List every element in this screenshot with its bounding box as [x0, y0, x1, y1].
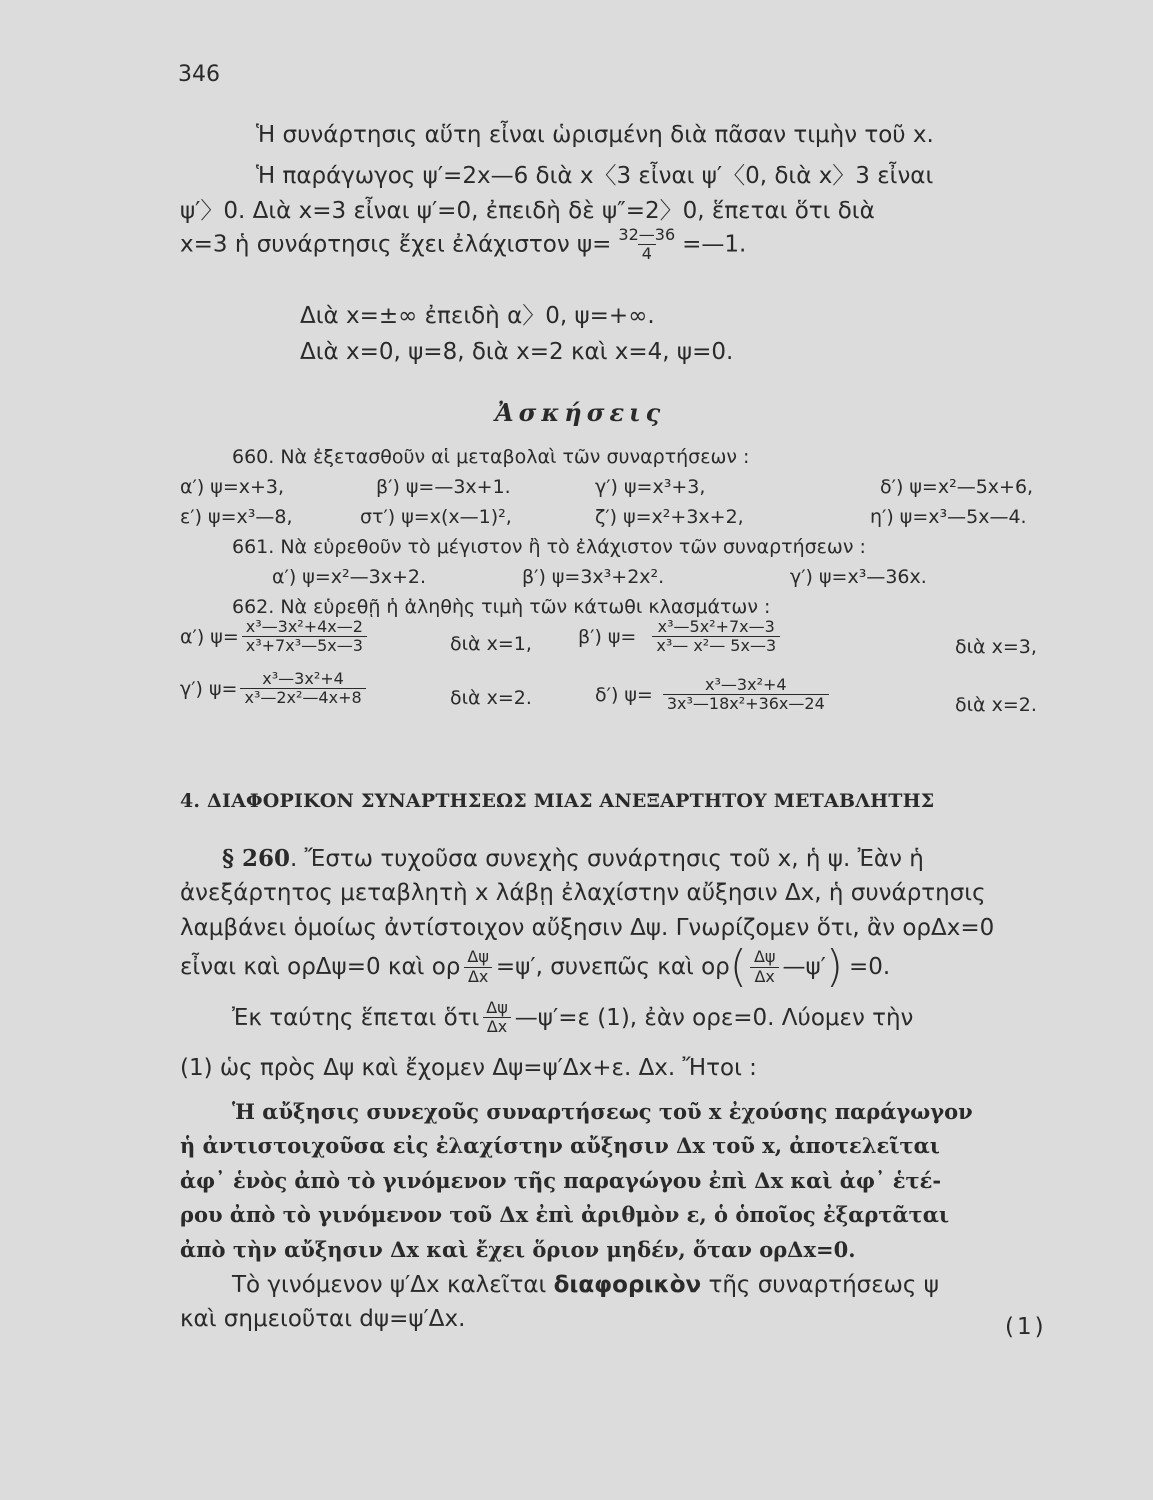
exercise-662-b-label: β′) ψ= — [578, 625, 637, 648]
equation-number: (1) — [1005, 1314, 1047, 1340]
exercise-661-b: β′) ψ=3x³+2x². — [522, 566, 665, 588]
intro-line-2: Ἡ παράγωγος ψ′=2x—6 διὰ x〈3 εἶναι ψ′〈0, διὰ x〉3 εἶναι — [256, 163, 934, 189]
intro-line-4-result: =—1. — [682, 231, 747, 258]
exercise-662-d — [595, 676, 832, 714]
exercise-662-b-den: x³— x²— 5x—3 — [652, 636, 780, 655]
frac-num-3: Δψ — [486, 998, 508, 1017]
exercises-title: Ἀσκήσεις — [495, 398, 666, 427]
theorem-line-2: ἡ ἀντιστοιχοῦσα εἰς ἐλαχίστην αὔξησιν Δx τοῦ x, ἀποτελεῖται — [180, 1133, 940, 1158]
exercise-662-b-num: x³—5x²+7x—3 — [657, 617, 775, 636]
exercise-662-a-label: α′) ψ= — [180, 625, 239, 648]
exercise-662-d-label: δ′) ψ= — [595, 683, 653, 706]
frac-den: Δx — [464, 967, 492, 986]
exercise-660: 660. Νὰ ἐξετασθοῦν αἱ μεταβολαὶ τῶν συναρτήσεων : — [232, 446, 750, 468]
exercise-660-d: δ′) ψ=x²—5x+6, — [880, 476, 1034, 498]
min-fraction-num: 32—36 — [618, 225, 676, 244]
para-line-4 — [180, 941, 891, 992]
exercise-660-c: γ′) ψ=x³+3, — [595, 476, 706, 498]
para-line-2: ἀνεξάρτητος μεταβλητὴ x λάβῃ ἐλαχίστην αὔξησιν Δx, ἡ συνάρτησις — [180, 880, 986, 906]
exercise-661-a: α′) ψ=x²—3x+2. — [272, 566, 426, 588]
exercise-662-b-at: διὰ x=3, — [955, 636, 1037, 658]
exercise-662-a-at: διὰ x=1, — [450, 633, 532, 655]
para-line-5-b: —ψ′=ε (1), ἐὰν ορε=0. Λύομεν τὴν — [514, 1004, 914, 1031]
min-fraction-den: 4 — [638, 244, 656, 263]
intro-line-4 — [180, 226, 746, 264]
dpsi-dx-fraction-2 — [750, 948, 780, 986]
frac-den-3: Δx — [483, 1017, 511, 1036]
dpsi-dx-fraction-3 — [482, 999, 512, 1037]
exercise-662: 662. Νὰ εὑρεθῇ ἡ ἀληθὴς τιμὴ τῶν κάτωθι κλασμάτων : — [232, 596, 771, 618]
intro-line-1: Ἡ συνάρτησις αὕτη εἶναι ὡρισμένη διὰ πᾶσαν τιμὴν τοῦ x. — [256, 122, 934, 148]
exercise-660-h: η′) ψ=x³—5x—4. — [870, 506, 1027, 528]
theorem-line-3: ἀφ᾽ ἑνὸς ἀπὸ τὸ γινόμενον τῆς παραγώγου ἐπὶ Δx καὶ ἀφ᾽ ἑτέ- — [180, 1168, 942, 1193]
para-line-1-text: . Ἔστω τυχοῦσα συνεχὴς συνάρτησις τοῦ x, ἡ ψ. Ἐὰν ἡ — [290, 846, 924, 872]
exercise-662-c-num: x³—3x²+4 — [262, 669, 344, 688]
section-number: § 260 — [222, 845, 291, 872]
exercise-662-d-at: διὰ x=2. — [955, 694, 1037, 716]
para-line-4-a: εἶναι καὶ ορΔψ=0 καὶ ορ — [180, 954, 461, 980]
intro-line-6: Διὰ x=0, ψ=8, διὰ x=2 καὶ x=4, ψ=0. — [300, 339, 734, 365]
section-heading: 4. ΔΙΑΦΟΡΙΚΟΝ ΣΥΝΑΡΤΗΣΕΩΣ ΜΙΑΣ ΑΝΕΞΑΡΤΗΤΟΥ ΜΕΤΑΒΛΗΤΗΣ — [180, 790, 935, 812]
close-paren: ) — [825, 941, 844, 992]
para-line-6: (1) ὡς πρὸς Δψ καὶ ἔχομεν Δψ=ψ′Δx+ε. Δx. Ἤτοι : — [180, 1055, 757, 1081]
final-line-1 — [232, 1272, 939, 1298]
theorem-line-1: Ἡ αὔξησις συνεχοῦς συναρτήσεως τοῦ x ἐχούσης παράγωγον — [232, 1099, 973, 1124]
exercise-662-a-num: x³—3x²+4x—2 — [245, 617, 363, 636]
para-line-5 — [232, 999, 913, 1037]
exercise-660-z: ζ′) ψ=x²+3x+2, — [595, 506, 744, 528]
exercise-662-a — [180, 618, 370, 656]
para-line-5-a: Ἐκ ταύτης ἕπεται ὅτι — [232, 1004, 480, 1031]
final-line-1-b: διαφορικὸν — [553, 1272, 702, 1298]
exercise-662-b-fraction — [652, 618, 780, 656]
exercise-662-c — [180, 670, 369, 708]
final-line-1-c: τῆς συναρτήσεως ψ — [708, 1272, 939, 1298]
min-fraction — [614, 226, 679, 264]
exercise-662-b — [578, 618, 783, 656]
theorem-line-4: ρου ἀπὸ τὸ γινόμενον τοῦ Δx ἐπὶ ἀριθμὸν ε, ὁ ὁποῖος ἐξαρτᾶται — [180, 1202, 950, 1227]
exercise-662-c-den: x³—2x²—4x+8 — [240, 688, 365, 707]
frac-num-2: Δψ — [753, 947, 776, 967]
theorem-line-5: ἀπὸ τὴν αὔξησιν Δx καὶ ἔχει ὅριον μηδέν, ὅταν ορΔx=0. — [180, 1237, 856, 1262]
exercise-662-c-at: διὰ x=2. — [450, 687, 532, 709]
exercise-660-a: α′) ψ=x+3, — [180, 476, 285, 498]
frac-den-2: Δx — [750, 967, 778, 986]
exercise-662-d-fraction — [663, 676, 829, 714]
para-line-4-d: =0. — [849, 954, 891, 980]
exercise-661-c: γ′) ψ=x³—36x. — [790, 566, 927, 588]
para-line-4-b: =ψ′, συνεπῶς καὶ ορ — [495, 954, 730, 980]
frac-num: Δψ — [467, 947, 489, 967]
page-number: 346 — [178, 62, 220, 87]
final-line-2: καὶ σημειοῦται dψ=ψ′Δx. — [180, 1306, 466, 1332]
exercise-660-e: ε′) ψ=x³—8, — [180, 506, 293, 528]
open-paren: ( — [729, 941, 747, 992]
para-line-1 — [222, 845, 924, 872]
dpsi-dx-fraction — [463, 948, 493, 986]
exercise-661: 661. Νὰ εὑρεθοῦν τὸ μέγιστον ἢ τὸ ἐλάχιστον τῶν συναρτήσεων : — [232, 536, 866, 558]
exercise-662-c-fraction — [240, 670, 365, 708]
intro-line-4-text: x=3 ἡ συνάρτησις ἔχει ἐλάχιστον ψ= — [180, 231, 612, 258]
exercise-662-d-num: x³—3x²+4 — [705, 675, 787, 694]
exercise-660-st: στ′) ψ=x(x—1)², — [360, 506, 512, 528]
exercise-662-d-den: 3x³—18x²+36x—24 — [663, 694, 829, 713]
exercise-662-c-label: γ′) ψ= — [180, 677, 238, 700]
para-line-3: λαμβάνει ὁμοίως ἀντίστοιχον αὔξησιν Δψ. Γνωρίζομεν ὅτι, ἂν ορΔx=0 — [180, 915, 995, 941]
final-line-1-a: Τὸ γινόμενον ψ′Δx καλεῖται — [232, 1272, 547, 1298]
para-line-4-c: —ψ′ — [782, 954, 826, 980]
intro-line-3: ψ′〉0. Διὰ x=3 εἶναι ψ′=0, ἐπειδὴ δὲ ψ″=2〉0, ἕπεται ὅτι διὰ — [180, 198, 875, 224]
exercise-660-b: β′) ψ=—3x+1. — [376, 476, 511, 498]
exercise-662-a-den: x³+7x³—5x—3 — [242, 636, 367, 655]
exercise-662-a-fraction — [242, 618, 367, 656]
intro-line-5: Διὰ x=±∞ ἐπειδὴ α〉0, ψ=+∞. — [300, 303, 655, 329]
